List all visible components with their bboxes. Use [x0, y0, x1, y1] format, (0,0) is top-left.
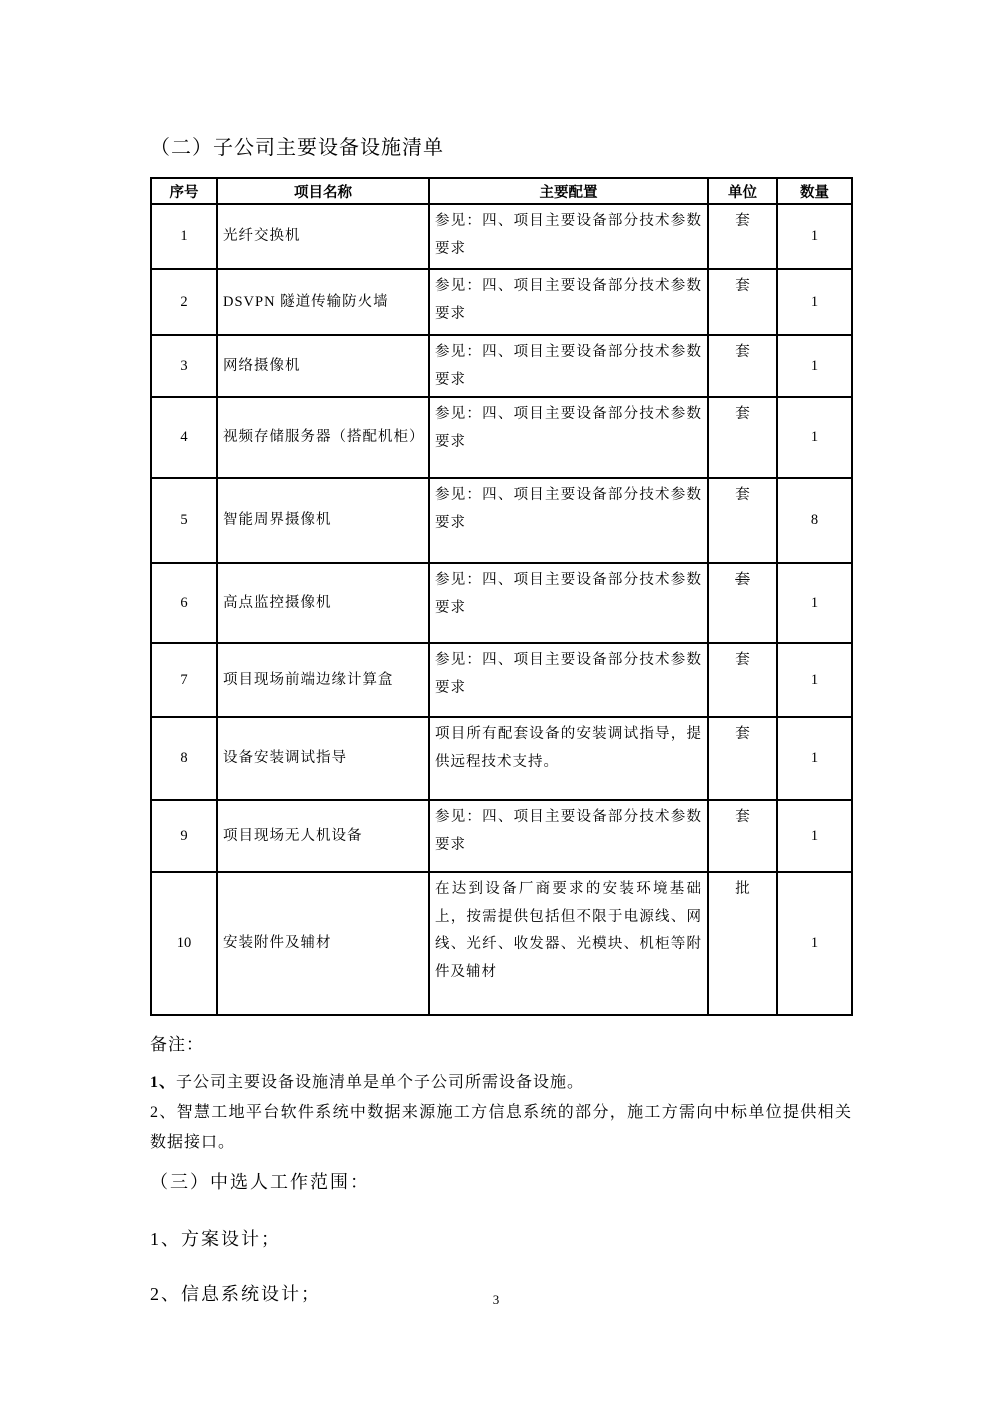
table-row — [151, 478, 852, 563]
cell-name: 网络摄像机 — [217, 335, 429, 397]
cell-no: 10 — [151, 872, 217, 1015]
cell-config: 参见：四、项目主要设备部分技术参数要求 — [429, 563, 708, 643]
cell-config: 参见：四、项目主要设备部分技术参数要求 — [429, 478, 708, 563]
cell-config: 参见：四、项目主要设备部分技术参数要求 — [429, 643, 708, 717]
note-number: 1、 — [150, 1074, 177, 1092]
table-row — [151, 335, 852, 397]
section3-title: （三）中选人工作范围： — [150, 1172, 370, 1193]
header-unit: 单位 — [708, 178, 777, 204]
cell-qty: 1 — [777, 872, 852, 1015]
cell-name: 项目现场前端边缘计算盒 — [217, 643, 429, 717]
cell-qty: 1 — [777, 335, 852, 397]
page-number: 3 — [492, 1292, 500, 1307]
cell-qty: 1 — [777, 800, 852, 872]
table-row — [151, 717, 852, 800]
cell-unit: 套 — [708, 269, 777, 335]
cell-unit: 套 — [708, 717, 777, 800]
cell-qty: 1 — [777, 204, 852, 269]
cell-config: 参见：四、项目主要设备部分技术参数要求 — [429, 269, 708, 335]
cell-name: 高点监控摄像机 — [217, 563, 429, 643]
cell-unit: 套 — [708, 563, 777, 643]
cell-unit: 套 — [708, 643, 777, 717]
cell-no: 3 — [151, 335, 217, 397]
cell-name: 安装附件及辅材 — [217, 872, 429, 1015]
note-text: 子公司主要设备设施清单是单个子公司所需设备设施。 — [176, 1074, 585, 1092]
cell-no: 7 — [151, 643, 217, 717]
cell-no: 5 — [151, 478, 217, 563]
header-name: 项目名称 — [217, 178, 429, 204]
cell-no: 9 — [151, 800, 217, 872]
cell-unit: 套 — [708, 397, 777, 478]
cell-no: 6 — [151, 563, 217, 643]
cell-unit: 套 — [708, 335, 777, 397]
page-content — [150, 0, 852, 1306]
table-row — [151, 397, 852, 478]
table-row — [151, 269, 852, 335]
cell-name: DSVPN 隧道传输防火墙 — [217, 269, 429, 335]
header-no: 序号 — [151, 178, 217, 204]
table-row — [151, 800, 852, 872]
header-qty: 数量 — [777, 178, 852, 204]
cell-unit: 套 — [708, 204, 777, 269]
note-item — [150, 1068, 852, 1098]
equipment-table — [150, 177, 853, 1016]
cell-name: 项目现场无人机设备 — [217, 800, 429, 872]
cell-qty: 1 — [777, 563, 852, 643]
cell-config: 参见：四、项目主要设备部分技术参数要求 — [429, 204, 708, 269]
notes-label: 备注： — [150, 1035, 204, 1055]
cell-qty: 1 — [777, 717, 852, 800]
cell-unit: 套 — [708, 800, 777, 872]
cell-unit: 批 — [708, 872, 777, 1015]
table-row — [151, 643, 852, 717]
cell-config: 参见：四、项目主要设备部分技术参数要求 — [429, 397, 708, 478]
cell-no: 8 — [151, 717, 217, 800]
note-text: 智慧工地平台软件系统中数据来源施工方信息系统的部分，施工方需向中标单位提供相关数据接口。 — [150, 1104, 852, 1152]
table-row — [151, 204, 852, 269]
cell-no: 4 — [151, 397, 217, 478]
cell-qty: 1 — [777, 643, 852, 717]
cell-name: 视频存储服务器（搭配机柜） — [217, 397, 429, 478]
cell-config: 项目所有配套设备的安装调试指导，提供远程技术支持。 — [429, 717, 708, 800]
header-config: 主要配置 — [429, 178, 708, 204]
cell-name: 设备安装调试指导 — [217, 717, 429, 800]
cell-name: 智能周界摄像机 — [217, 478, 429, 563]
section-title: （二）子公司主要设备设施清单 — [150, 137, 444, 159]
cell-qty: 8 — [777, 478, 852, 563]
cell-config: 参见：四、项目主要设备部分技术参数要求 — [429, 335, 708, 397]
note-item — [150, 1098, 852, 1158]
cell-qty: 1 — [777, 269, 852, 335]
cell-qty: 1 — [777, 397, 852, 478]
table-row — [151, 872, 852, 1015]
table-row — [151, 563, 852, 643]
cell-unit: 套 — [708, 478, 777, 563]
cell-name: 光纤交换机 — [217, 204, 429, 269]
cell-no: 2 — [151, 269, 217, 335]
cell-config: 参见：四、项目主要设备部分技术参数要求 — [429, 800, 708, 872]
cell-no: 1 — [151, 204, 217, 269]
note-number: 2、 — [150, 1104, 177, 1122]
scope-item: 1、方案设计； — [150, 1229, 281, 1250]
cell-config: 在达到设备厂商要求的安装环境基础上，按需提供包括但不限于电源线、网线、光纤、收发器、光模块、机柜等附件及辅材 — [429, 872, 708, 1015]
table-header-row — [151, 178, 852, 204]
scope-item: 2、信息系统设计； — [150, 1284, 321, 1305]
